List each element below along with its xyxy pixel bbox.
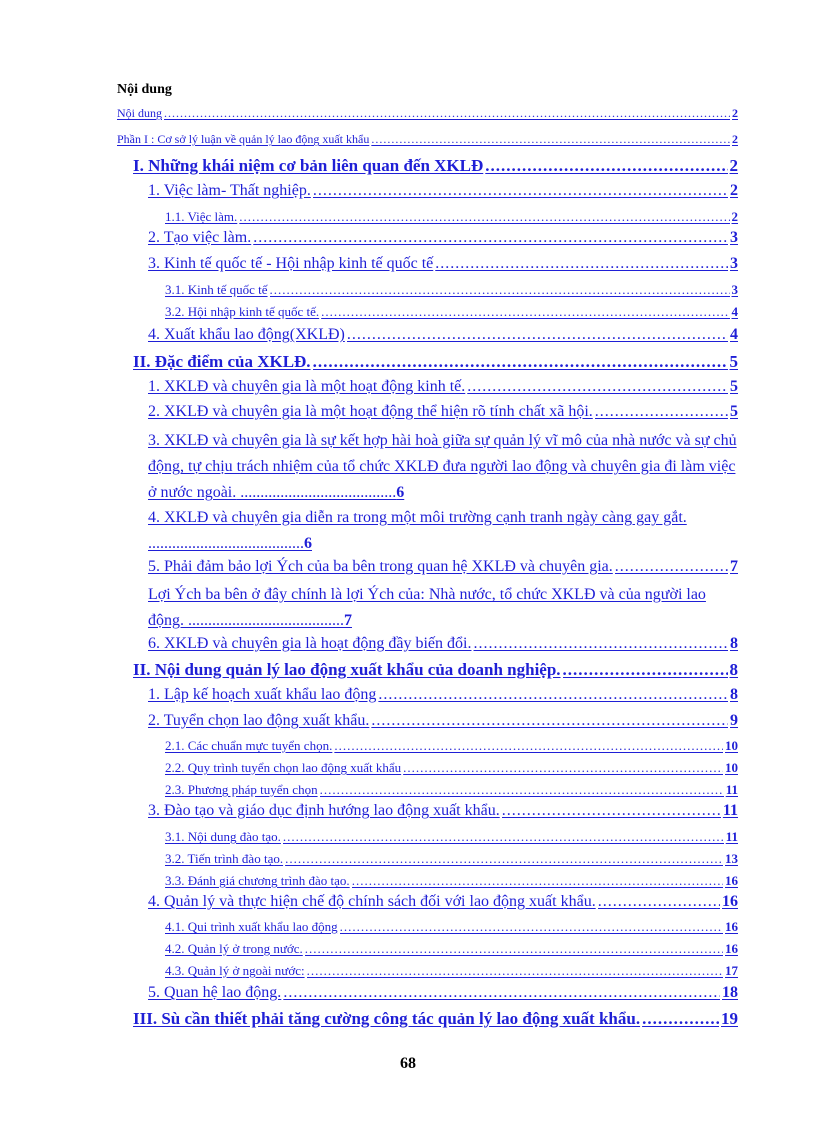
toc-leader-dots: .......................................	[148, 535, 304, 552]
toc-entry-title: 2. Tuyển chọn lao động xuất khẩu.	[148, 712, 370, 729]
toc-entry-page: 13	[725, 851, 738, 866]
toc-entry-page: 3	[731, 282, 738, 297]
toc-entry-title: 4.1. Qui trình xuất khẩu lao động	[165, 919, 338, 934]
toc-entry-title: 3. Kinh tế quốc tế - Hội nhập kinh tế quốc tế	[148, 255, 434, 272]
toc-entry[interactable]	[165, 962, 738, 979]
toc-entry[interactable]	[165, 303, 738, 320]
toc-entry-page: 2	[731, 209, 738, 224]
toc-entry[interactable]	[148, 254, 738, 274]
toc-leader-dots	[305, 940, 723, 957]
toc-entry-title: 3.2. Hội nhập kinh tế quốc tế.	[165, 304, 320, 319]
toc-entry-title: Phần I : Cơ sở lý luận về quản lý lao động xuất khẩu	[117, 132, 370, 146]
toc-leader-dots	[642, 1008, 719, 1029]
toc-entry[interactable]	[165, 918, 738, 935]
toc-leader-dots	[371, 131, 730, 147]
toc-leader-dots	[340, 918, 723, 935]
toc-entry-page: 16	[722, 893, 738, 910]
toc-entry[interactable]	[165, 737, 738, 754]
toc-entry[interactable]	[133, 659, 738, 680]
toc-entry-title: Lợi Ých ba bên ở đây chính là lợi Ých của: Nhà nước, tổ chức XKLĐ và của người lao động.	[148, 586, 706, 629]
toc-leader-dots	[435, 254, 728, 274]
toc-entry[interactable]	[165, 940, 738, 957]
toc-entry-title: 2.2. Quy trình tuyển chọn lao động xuất khẩu	[165, 760, 402, 775]
toc-entry-page: 4	[730, 326, 738, 343]
page-number: 68	[400, 1055, 416, 1072]
toc-entry-title: 4. XKLĐ và chuyên gia diễn ra trong một môi trường cạnh tranh ngày càng gay gắt.	[148, 509, 687, 526]
toc-entry[interactable]	[148, 402, 738, 422]
toc-entry-title: II. Đặc điểm của XKLĐ.	[133, 352, 311, 371]
toc-leader-dots	[321, 303, 729, 320]
toc-leader-dots	[307, 962, 723, 979]
toc-entry[interactable]	[148, 325, 738, 345]
toc-leader-dots: .......................................	[184, 612, 344, 629]
toc-entry-page: 7	[344, 612, 352, 629]
toc-entry[interactable]	[133, 155, 738, 176]
toc-entry-page: 8	[730, 635, 738, 652]
toc-leader-dots	[595, 402, 728, 422]
toc-entry-title: 3.3. Đánh giá chương trình đào tạo.	[165, 873, 350, 888]
toc-leader-dots	[485, 155, 727, 176]
toc-entry[interactable]	[117, 105, 738, 121]
toc-leader-dots	[164, 105, 730, 121]
toc-leader-dots	[615, 557, 728, 577]
toc-leader-dots	[239, 208, 729, 225]
toc-leader-dots	[283, 828, 724, 845]
toc-entry[interactable]	[165, 759, 738, 776]
toc-leader-dots	[502, 801, 721, 821]
toc-entry[interactable]	[148, 801, 738, 821]
toc-entry-page: 19	[721, 1009, 738, 1028]
toc-entry-title: 3.2. Tiến trình đào tạo.	[165, 851, 284, 866]
toc-entry[interactable]	[148, 228, 738, 248]
toc-entry-title: 2.1. Các chuẩn mực tuyển chọn.	[165, 738, 333, 753]
toc-entry-page: 11	[725, 829, 738, 844]
toc-entry-page: 5	[729, 352, 738, 371]
toc-leader-dots	[283, 983, 720, 1003]
toc-entry-page: 7	[730, 558, 738, 575]
toc-leader-dots	[285, 850, 723, 867]
toc-entry-page: 10	[725, 760, 738, 775]
toc-leader-dots	[378, 685, 728, 705]
toc-entry-page: 5	[730, 403, 738, 420]
toc-entry[interactable]	[148, 181, 738, 201]
toc-entry-title: III. Sù cần thiết phải tăng cường công tác quản lý lao động xuất khẩu.	[133, 1009, 641, 1028]
toc-entry-title: 1. XKLĐ và chuyên gia là một hoạt động kinh tế.	[148, 378, 466, 395]
toc-entry-page: 9	[730, 712, 738, 729]
toc-heading: Nội dung	[117, 82, 172, 97]
toc-entry-page: 10	[725, 738, 738, 753]
toc-entry-page: 2	[729, 156, 738, 175]
toc-entry[interactable]	[117, 131, 738, 147]
toc-entry[interactable]	[133, 1008, 738, 1029]
toc-entry-title: 4. Xuất khẩu lao động(XKLĐ)	[148, 326, 345, 343]
toc-leader-dots	[320, 781, 724, 798]
toc-entry-title: 1. Lập kế hoạch xuất khẩu lao động	[148, 686, 377, 703]
toc-entry-title: 6. XKLĐ và chuyên gia là hoạt động đầy biến đổi.	[148, 635, 472, 652]
toc-leader-dots	[270, 281, 730, 298]
toc-entry-title: I. Những khái niệm cơ bản liên quan đến XKLĐ	[133, 156, 484, 175]
toc-entry-page: 2	[730, 182, 738, 199]
toc-leader-dots	[334, 737, 723, 754]
toc-entry-title: II. Nội dung quản lý lao động xuất khẩu của doanh nghiệp.	[133, 660, 561, 679]
toc-entry[interactable]	[165, 781, 738, 798]
toc-entry-page: 3	[730, 255, 738, 272]
toc-entry[interactable]	[148, 557, 738, 577]
toc-entry[interactable]	[148, 428, 738, 506]
toc-entry[interactable]	[148, 685, 738, 705]
toc-leader-dots	[473, 634, 728, 654]
toc-leader-dots	[467, 377, 728, 397]
toc-leader-dots	[313, 181, 728, 201]
toc-entry-page: 16	[725, 873, 738, 888]
toc-entry-title: 4. Quản lý và thực hiện chế độ chính sách đối với lao động xuất khẩu.	[148, 893, 596, 910]
toc-entry-title: 3.1. Kinh tế quốc tế	[165, 282, 268, 297]
toc-entry[interactable]	[148, 634, 738, 654]
toc-entry[interactable]	[148, 711, 738, 731]
toc-entry-title: 1.1. Việc làm.	[165, 209, 238, 224]
toc-entry-title: Nội dung	[117, 106, 162, 120]
toc-entry[interactable]	[148, 505, 738, 557]
toc-entry-page: 5	[730, 378, 738, 395]
toc-entry-title: 2. Tạo việc làm.	[148, 229, 252, 246]
toc-entry-title: 5. Phải đảm bảo lợi Ých của ba bên trong quan hệ XKLĐ và chuyên gia.	[148, 558, 613, 575]
toc-entry-page: 6	[304, 535, 312, 552]
toc-entry[interactable]	[133, 351, 738, 372]
toc-entry[interactable]	[148, 892, 738, 912]
toc-entry-title: 3.1. Nội dung đào tạo.	[165, 829, 281, 844]
toc-leader-dots	[313, 351, 728, 372]
toc-entry-page: 2	[732, 106, 738, 120]
toc-entry-page: 17	[725, 963, 738, 978]
toc-leader-dots	[347, 325, 728, 345]
toc-entry-title: 4.3. Quản lý ở ngoài nước:	[165, 963, 305, 978]
toc-entry-title: 3. XKLĐ và chuyên gia là sự kết hợp hài hoà giữa sự quản lý vĩ mô của nhà nước và sự chủ động, tự chịu trách nhiệm của tổ chức XKLĐ đưa người lao động và chuyên gia đi làm việc ở nước ngoài.	[148, 432, 737, 501]
toc-entry[interactable]	[165, 828, 738, 845]
toc-entry[interactable]	[148, 983, 738, 1003]
toc-entry-page: 18	[722, 984, 738, 1001]
toc-entry-page: 4	[731, 304, 738, 319]
toc-leader-dots	[253, 228, 728, 248]
toc-entry-page: 16	[725, 919, 738, 934]
toc-entry-title: 2.3. Phương pháp tuyển chọn	[165, 782, 318, 797]
toc-entry-title: 2. XKLĐ và chuyên gia là một hoạt động thể hiện rõ tính chất xã hội.	[148, 403, 593, 420]
toc-entry[interactable]	[165, 872, 738, 889]
toc-entry-title: 5. Quan hệ lao động.	[148, 984, 282, 1001]
toc-leader-dots	[371, 711, 728, 731]
toc-entry-page: 11	[722, 802, 738, 819]
toc-leader-dots	[598, 892, 720, 912]
toc-entry[interactable]	[148, 582, 738, 634]
toc-entry[interactable]	[165, 208, 738, 225]
toc-entry[interactable]	[165, 281, 738, 298]
toc-entry-page: 8	[730, 686, 738, 703]
toc-entry-page: 3	[730, 229, 738, 246]
toc-entry[interactable]	[148, 377, 738, 397]
toc-entry-page: 8	[729, 660, 738, 679]
toc-leader-dots	[403, 759, 723, 776]
toc-entry-title: 4.2. Quản lý ở trong nước.	[165, 941, 303, 956]
toc-entry-title: 1. Việc làm- Thất nghiệp.	[148, 182, 311, 199]
toc-entry-page: 11	[725, 782, 738, 797]
toc-entry[interactable]	[165, 850, 738, 867]
toc-entry-page: 16	[725, 941, 738, 956]
toc-leader-dots: .......................................	[236, 484, 397, 501]
toc-entry-title: 3. Đào tạo và giáo dục định hướng lao động xuất khẩu.	[148, 802, 500, 819]
toc-leader-dots	[563, 659, 728, 680]
toc-entry-page: 6	[396, 484, 405, 501]
toc-leader-dots	[352, 872, 723, 889]
toc-entry-page: 2	[732, 132, 738, 146]
